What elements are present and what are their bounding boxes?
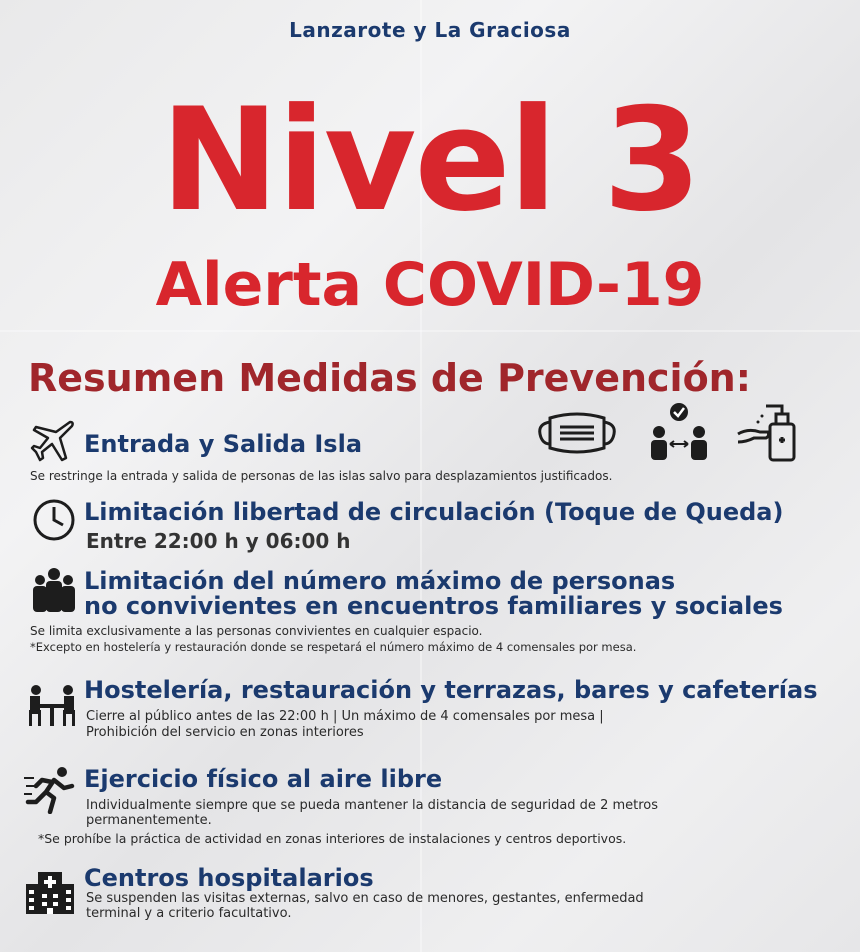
section-text-line1: Cierre al público antes de las 22:00 h | Un máximo de 4 comensales por mesa | [86, 709, 604, 724]
section-heading: Limitación libertad de circulación (Toque de Queda) [84, 498, 784, 526]
section-text-line2: terminal y a criterio facultativo. [86, 906, 292, 921]
section-heading-line2: no convivientes en encuentros familiares y sociales [84, 592, 783, 620]
hand-sanitizer-icon [736, 402, 798, 462]
section-heading: Centros hospitalarios [84, 864, 374, 892]
section-text-line2: Prohibición del servicio en zonas interiores [86, 725, 364, 740]
section-text: Se limita exclusivamente a las personas convivientes en cualquier espacio. [30, 624, 483, 638]
airplane-icon [30, 418, 76, 464]
section-heading-line1: Limitación del número máximo de personas [84, 567, 676, 595]
paper-crease [0, 330, 860, 332]
curfew-hours: Entre 22:00 h y 06:00 h [86, 529, 351, 553]
section-text-line1: Se suspenden las visitas externas, salvo en caso de menores, gestantes, enfermedad [86, 891, 644, 906]
summary-heading: Resumen Medidas de Prevención: [28, 356, 751, 400]
clock-icon [32, 498, 76, 542]
family-icon [30, 566, 78, 614]
section-text: Se restringe la entrada y salida de personas de las islas salvo para desplazamientos justificados. [30, 469, 613, 483]
distance-icon [648, 402, 710, 460]
section-heading: Hostelería, restauración y terrazas, bares y cafeterías [84, 676, 818, 704]
section-text-line1: Individualmente siempre que se pueda mantener la distancia de seguridad de 2 metros [86, 798, 659, 813]
section-heading: Entrada y Salida Isla [84, 430, 363, 458]
hospital-icon [26, 870, 74, 914]
section-heading: Ejercicio físico al aire libre [84, 765, 443, 793]
page-title: Lanzarote y La Graciosa [289, 18, 571, 42]
alert-level: Nivel 3 [160, 78, 700, 243]
section-note: *Se prohíbe la práctica de actividad en zonas interiores de instalaciones y centros deportivos. [38, 831, 627, 846]
mask-icon [536, 410, 618, 456]
alert-subtitle: Alerta COVID-19 [155, 250, 705, 320]
section-note: *Excepto en hostelería y restauración donde se respetará el número máximo de 4 comensales por mesa. [30, 640, 637, 654]
restaurant-table-icon [26, 684, 78, 728]
section-text-line2: permanentemente. [86, 813, 212, 828]
runner-icon [24, 766, 78, 814]
